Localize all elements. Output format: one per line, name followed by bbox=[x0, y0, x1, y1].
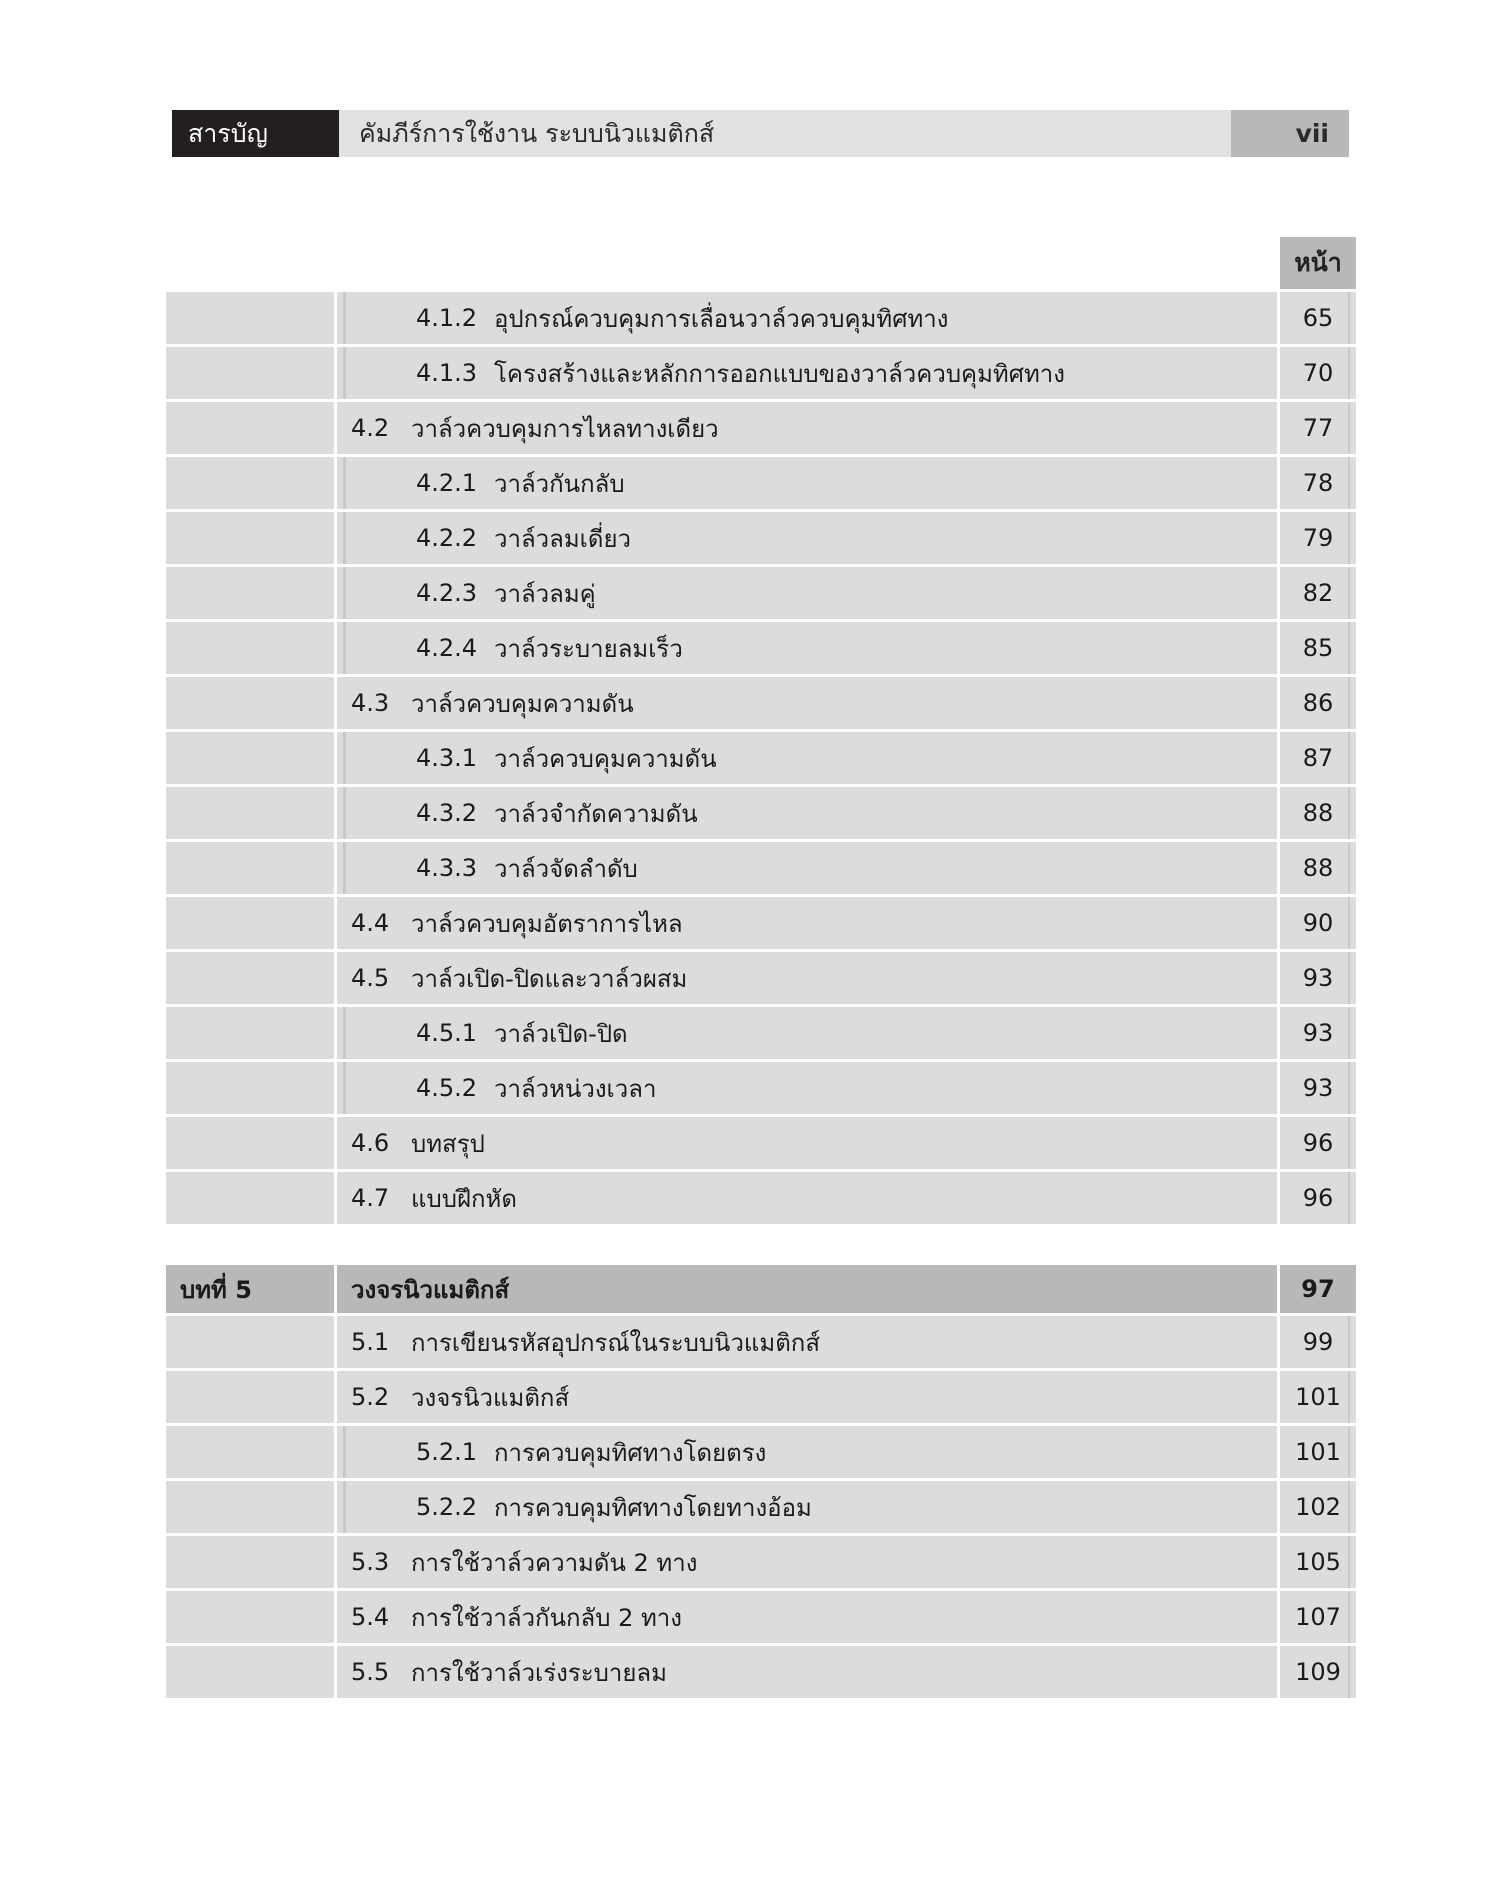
toc-row[interactable] bbox=[166, 897, 1356, 949]
page-number: 79 bbox=[1302, 524, 1334, 552]
section-title: วาล์วระบายลมเร็ว bbox=[494, 634, 683, 663]
section-title: วาล์วจัดลำดับ bbox=[494, 854, 638, 883]
toc-row-label-cell bbox=[166, 1536, 334, 1588]
toc-row-page-cell bbox=[1280, 347, 1356, 399]
toc-row-title-cell bbox=[337, 1062, 1277, 1114]
toc-row-title-cell bbox=[337, 1172, 1277, 1224]
section-title: การใช้วาล์วเร่งระบายลม bbox=[411, 1658, 667, 1687]
toc-row[interactable] bbox=[166, 567, 1356, 619]
header-section-label: สารบัญ bbox=[172, 110, 339, 157]
section-number: 4.5.1 bbox=[416, 1019, 478, 1047]
page-number: 102 bbox=[1295, 1493, 1341, 1521]
toc-block-chapter-5 bbox=[166, 1265, 1356, 1701]
toc-row[interactable] bbox=[166, 1591, 1356, 1643]
toc-row[interactable] bbox=[166, 732, 1356, 784]
toc-row-label-cell bbox=[166, 1117, 334, 1169]
cell-edge-rule bbox=[1348, 622, 1350, 674]
section-number: 5.2.2 bbox=[416, 1493, 478, 1521]
toc-row-label-cell bbox=[166, 622, 334, 674]
toc-row-label-cell bbox=[166, 1426, 334, 1478]
toc-row-title-cell bbox=[337, 622, 1277, 674]
cell-edge-rule bbox=[1348, 787, 1350, 839]
section-number: 4.3 bbox=[351, 689, 390, 717]
toc-row[interactable] bbox=[166, 1316, 1356, 1368]
cell-edge-rule bbox=[1348, 512, 1350, 564]
cell-edge-rule bbox=[1348, 897, 1350, 949]
section-title: การใช้วาล์วความดัน 2 ทาง bbox=[411, 1548, 698, 1577]
toc-row-label-cell bbox=[166, 402, 334, 454]
cell-edge-rule bbox=[1348, 292, 1350, 344]
toc-row-label-cell bbox=[166, 952, 334, 1004]
page-number: 105 bbox=[1295, 1548, 1341, 1576]
cell-edge-rule bbox=[1348, 842, 1350, 894]
toc-row-page-cell bbox=[1280, 952, 1356, 1004]
toc-row-title-cell bbox=[337, 787, 1277, 839]
toc-row-page-cell bbox=[1280, 1062, 1356, 1114]
cell-edge-rule bbox=[1348, 1316, 1350, 1368]
indent-rule bbox=[343, 622, 346, 674]
toc-row[interactable] bbox=[166, 1481, 1356, 1533]
cell-edge-rule bbox=[1348, 732, 1350, 784]
toc-row-label-cell bbox=[166, 1062, 334, 1114]
section-number: 4.2.2 bbox=[416, 524, 478, 552]
toc-row-page-cell bbox=[1280, 622, 1356, 674]
section-title: วาล์วลมคู่ bbox=[494, 579, 596, 608]
section-title: วาล์วกันกลับ bbox=[494, 469, 625, 498]
indent-rule bbox=[343, 1062, 346, 1114]
page-column-label: หน้า bbox=[1280, 237, 1356, 289]
cell-edge-rule bbox=[1348, 457, 1350, 509]
toc-row[interactable] bbox=[166, 347, 1356, 399]
page-number: 65 bbox=[1302, 304, 1334, 332]
toc-row-title-cell bbox=[337, 1591, 1277, 1643]
toc-row-title-cell bbox=[337, 1371, 1277, 1423]
page-number: 93 bbox=[1302, 1074, 1334, 1102]
section-title: วงจรนิวแมติกส์ bbox=[411, 1383, 570, 1412]
toc-row-page-cell bbox=[1280, 677, 1356, 729]
section-title: วาล์วควบคุมอัตราการไหล bbox=[411, 909, 683, 938]
toc-row-page-cell bbox=[1280, 567, 1356, 619]
toc-row-title-cell bbox=[337, 1536, 1277, 1588]
indent-rule bbox=[343, 732, 346, 784]
toc-row-label-cell bbox=[166, 677, 334, 729]
chapter-label: บทที่ 5 bbox=[166, 1265, 334, 1313]
section-title: บทสรุป bbox=[411, 1129, 485, 1158]
section-number: 5.3 bbox=[351, 1548, 390, 1576]
toc-row-title-cell bbox=[337, 952, 1277, 1004]
section-number: 4.2.3 bbox=[416, 579, 478, 607]
toc-row-label-cell bbox=[166, 732, 334, 784]
toc-row-title-cell bbox=[337, 402, 1277, 454]
cell-edge-rule bbox=[1348, 1426, 1350, 1478]
cell-edge-rule bbox=[1348, 1536, 1350, 1588]
cell-edge-rule bbox=[1348, 1371, 1350, 1423]
toc-row-label-cell bbox=[166, 1172, 334, 1224]
cell-edge-rule bbox=[1348, 1481, 1350, 1533]
toc-row[interactable] bbox=[166, 292, 1356, 344]
header-page-number: vii bbox=[1231, 110, 1349, 157]
toc-row[interactable] bbox=[166, 1371, 1356, 1423]
toc-row-label-cell bbox=[166, 787, 334, 839]
toc-row-page-cell bbox=[1280, 1117, 1356, 1169]
page-number: 88 bbox=[1302, 854, 1334, 882]
section-number: 5.2.1 bbox=[416, 1438, 478, 1466]
page-number: 70 bbox=[1302, 359, 1334, 387]
indent-rule bbox=[343, 1426, 346, 1478]
section-number: 4.7 bbox=[351, 1184, 390, 1212]
toc-row-page-cell bbox=[1280, 732, 1356, 784]
toc-row-page-cell bbox=[1280, 457, 1356, 509]
indent-rule bbox=[343, 1007, 346, 1059]
toc-row[interactable] bbox=[166, 842, 1356, 894]
indent-rule bbox=[343, 567, 346, 619]
section-title: การเขียนรหัสอุปกรณ์ในระบบนิวแมติกส์ bbox=[411, 1328, 820, 1357]
section-title: วาล์วหน่วงเวลา bbox=[494, 1074, 657, 1103]
section-title: วาล์วควบคุมความดัน bbox=[494, 744, 717, 773]
cell-edge-rule bbox=[1348, 1591, 1350, 1643]
toc-row-label-cell bbox=[166, 347, 334, 399]
toc-row-label-cell bbox=[166, 1481, 334, 1533]
toc-row-page-cell bbox=[1280, 1426, 1356, 1478]
toc-row-title-cell bbox=[337, 1007, 1277, 1059]
toc-row-page-cell bbox=[1280, 1536, 1356, 1588]
cell-edge-rule bbox=[1348, 1062, 1350, 1114]
section-title: วาล์วควบคุมความดัน bbox=[411, 689, 634, 718]
toc-row-label-cell bbox=[166, 457, 334, 509]
cell-edge-rule bbox=[1348, 347, 1350, 399]
page-number: 99 bbox=[1302, 1328, 1334, 1356]
toc-row[interactable] bbox=[166, 1117, 1356, 1169]
toc-row-title-cell bbox=[337, 512, 1277, 564]
toc-row-label-cell bbox=[166, 1316, 334, 1368]
toc-row[interactable] bbox=[166, 1007, 1356, 1059]
toc-row[interactable] bbox=[166, 1172, 1356, 1224]
toc-row[interactable] bbox=[166, 787, 1356, 839]
toc-row-page-cell bbox=[1280, 842, 1356, 894]
cell-edge-rule bbox=[1348, 567, 1350, 619]
indent-rule bbox=[343, 512, 346, 564]
page-number: 93 bbox=[1302, 964, 1334, 992]
section-number: 4.3.3 bbox=[416, 854, 478, 882]
toc-row[interactable] bbox=[166, 1646, 1356, 1698]
toc-row-label-cell bbox=[166, 292, 334, 344]
page-number: 86 bbox=[1302, 689, 1334, 717]
section-title: วาล์วควบคุมการไหลทางเดียว bbox=[411, 414, 719, 443]
indent-rule bbox=[343, 457, 346, 509]
toc-row-page-cell bbox=[1280, 1591, 1356, 1643]
section-number: 5.1 bbox=[351, 1328, 390, 1356]
cell-edge-rule bbox=[1348, 1172, 1350, 1224]
indent-rule bbox=[343, 1481, 346, 1533]
toc-row-label-cell bbox=[166, 1007, 334, 1059]
running-header bbox=[172, 110, 1349, 157]
section-number: 5.4 bbox=[351, 1603, 390, 1631]
toc-row-title-cell bbox=[337, 1426, 1277, 1478]
toc-row[interactable] bbox=[166, 457, 1356, 509]
section-title: วาล์วจำกัดความดัน bbox=[494, 799, 698, 828]
indent-rule bbox=[343, 347, 346, 399]
section-number: 4.5 bbox=[351, 964, 390, 992]
page-number: 107 bbox=[1295, 1603, 1341, 1631]
toc-row-title-cell bbox=[337, 347, 1277, 399]
toc-row-label-cell bbox=[166, 512, 334, 564]
toc-row-title-cell bbox=[337, 292, 1277, 344]
section-number: 4.1.3 bbox=[416, 359, 478, 387]
cell-edge-rule bbox=[1348, 677, 1350, 729]
chapter-row[interactable] bbox=[166, 1265, 1356, 1313]
page-number: 82 bbox=[1302, 579, 1334, 607]
page-number: 93 bbox=[1302, 1019, 1334, 1047]
toc-row[interactable] bbox=[166, 512, 1356, 564]
chapter-page: 97 bbox=[1280, 1265, 1356, 1313]
toc-row-title-cell bbox=[337, 1481, 1277, 1533]
toc-row-title-cell bbox=[337, 567, 1277, 619]
toc-row-label-cell bbox=[166, 1646, 334, 1698]
section-number: 4.2 bbox=[351, 414, 390, 442]
toc-row[interactable] bbox=[166, 677, 1356, 729]
toc-row-title-cell bbox=[337, 1316, 1277, 1368]
chapter-title: วงจรนิวแมติกส์ bbox=[337, 1265, 1277, 1313]
page-number: 101 bbox=[1295, 1383, 1341, 1411]
toc-row-page-cell bbox=[1280, 512, 1356, 564]
section-number: 4.3.2 bbox=[416, 799, 478, 827]
section-number: 4.1.2 bbox=[416, 304, 478, 332]
indent-rule bbox=[343, 787, 346, 839]
toc-row-page-cell bbox=[1280, 1172, 1356, 1224]
toc-row[interactable] bbox=[166, 1536, 1356, 1588]
toc-row-title-cell bbox=[337, 677, 1277, 729]
toc-row[interactable] bbox=[166, 1426, 1356, 1478]
toc-row-page-cell bbox=[1280, 897, 1356, 949]
page-number: 90 bbox=[1302, 909, 1334, 937]
indent-rule bbox=[343, 292, 346, 344]
section-number: 4.2.1 bbox=[416, 469, 478, 497]
toc-row[interactable] bbox=[166, 1062, 1356, 1114]
section-title: โครงสร้างและหลักการออกแบบของวาล์วควบคุมทิศทาง bbox=[494, 359, 1065, 388]
section-number: 4.2.4 bbox=[416, 634, 478, 662]
toc-row-label-cell bbox=[166, 842, 334, 894]
toc-row-title-cell bbox=[337, 842, 1277, 894]
section-number: 4.3.1 bbox=[416, 744, 478, 772]
page-number: 85 bbox=[1302, 634, 1334, 662]
toc-row-title-cell bbox=[337, 457, 1277, 509]
cell-edge-rule bbox=[1348, 1117, 1350, 1169]
toc-row[interactable] bbox=[166, 622, 1356, 674]
toc-row[interactable] bbox=[166, 402, 1356, 454]
page-number: 78 bbox=[1302, 469, 1334, 497]
toc-row-title-cell bbox=[337, 1117, 1277, 1169]
cell-edge-rule bbox=[1348, 1007, 1350, 1059]
section-number: 4.4 bbox=[351, 909, 390, 937]
page-number: 96 bbox=[1302, 1129, 1334, 1157]
toc-row-page-cell bbox=[1280, 402, 1356, 454]
toc-row-page-cell bbox=[1280, 292, 1356, 344]
section-number: 4.6 bbox=[351, 1129, 390, 1157]
page-number: 109 bbox=[1295, 1658, 1341, 1686]
page-number: 88 bbox=[1302, 799, 1334, 827]
toc-row-page-cell bbox=[1280, 1316, 1356, 1368]
section-title: วาล์วเปิด-ปิดและวาล์วผสม bbox=[411, 964, 688, 993]
toc-row-title-cell bbox=[337, 732, 1277, 784]
toc-row-label-cell bbox=[166, 897, 334, 949]
section-title: วาล์วลมเดี่ยว bbox=[494, 524, 631, 553]
toc-row-title-cell bbox=[337, 897, 1277, 949]
indent-rule bbox=[343, 842, 346, 894]
toc-row-page-cell bbox=[1280, 787, 1356, 839]
toc-row-label-cell bbox=[166, 1591, 334, 1643]
section-number: 4.5.2 bbox=[416, 1074, 478, 1102]
toc-row[interactable] bbox=[166, 952, 1356, 1004]
cell-edge-rule bbox=[1348, 952, 1350, 1004]
toc-row-page-cell bbox=[1280, 1481, 1356, 1533]
section-title: แบบฝึกหัด bbox=[411, 1184, 517, 1213]
section-title: การใช้วาล์วกันกลับ 2 ทาง bbox=[411, 1603, 682, 1632]
toc-row-label-cell bbox=[166, 1371, 334, 1423]
section-title: การควบคุมทิศทางโดยตรง bbox=[494, 1438, 767, 1467]
page-number: 101 bbox=[1295, 1438, 1341, 1466]
section-title: วาล์วเปิด-ปิด bbox=[494, 1019, 628, 1048]
toc-block-chapter-4 bbox=[166, 292, 1356, 1227]
section-number: 5.2 bbox=[351, 1383, 390, 1411]
toc-row-label-cell bbox=[166, 567, 334, 619]
section-number: 5.5 bbox=[351, 1658, 390, 1686]
cell-edge-rule bbox=[1348, 402, 1350, 454]
toc-row-page-cell bbox=[1280, 1646, 1356, 1698]
header-book-title: คัมภีร์การใช้งาน ระบบนิวแมติกส์ bbox=[359, 118, 715, 148]
toc-row-page-cell bbox=[1280, 1371, 1356, 1423]
section-title: อุปกรณ์ควบคุมการเลื่อนวาล์วควบคุมทิศทาง bbox=[494, 304, 949, 333]
section-title: การควบคุมทิศทางโดยทางอ้อม bbox=[494, 1493, 812, 1522]
page-number: 96 bbox=[1302, 1184, 1334, 1212]
cell-edge-rule bbox=[1348, 1646, 1350, 1698]
page-number: 77 bbox=[1302, 414, 1334, 442]
toc-row-title-cell bbox=[337, 1646, 1277, 1698]
toc-row-page-cell bbox=[1280, 1007, 1356, 1059]
page-number: 87 bbox=[1302, 744, 1334, 772]
